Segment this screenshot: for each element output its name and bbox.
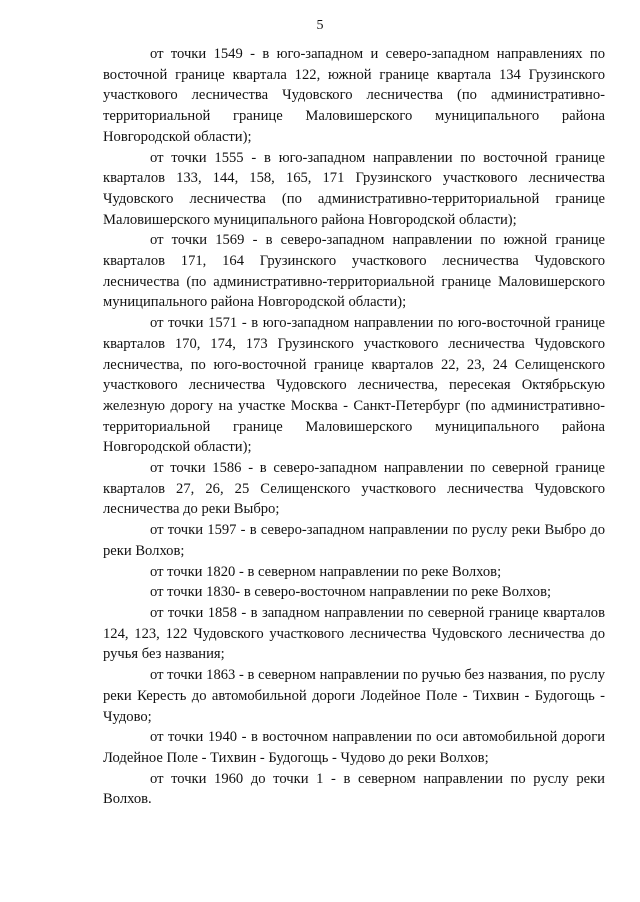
boundary-paragraph: от точки 1571 - в юго-западном направлении по юго-восточной границе кварталов 170, 174, 173 Грузинского участкового лесничества Чудовского лесничества, по юго-восточной границе кварталов 22, 23, 24 Селищенского участкового лесничества Чудовского лесничества, пересекая Октябрьскую железную дорогу на участке Москва - Санкт-Петербург (по административно-территориальной границе Маловишерского муниципального района Новгородской области); [103,315,605,456]
boundary-paragraph: от точки 1597 - в северо-западном направлении по руслу реки Выбро до реки Волхов; [103,522,605,559]
boundary-paragraph: от точки 1555 - в юго-западном направлении по восточной границе кварталов 133, 144, 158, 165, 171 Грузинского участкового лесничества Чудовского лесничества (по административно-территориальной границе Маловишерского муниципального района Новгородской области); [103,149,605,228]
boundary-paragraph: от точки 1586 - в северо-западном направлении по северной границе кварталов 27, 26, 25 Селищенского участкового лесничества Чудовского лесничества до реки Выбро; [103,460,605,518]
boundary-paragraph: от точки 1858 - в западном направлении по северной границе кварталов 124, 123, 122 Чудовского участкового лесничества Чудовского лесничества до ручья без названия; [103,604,605,663]
boundary-paragraph: от точки 1940 - в восточном направлении по оси автомобильной дороги Лодейное Поле - Тихвин - Будогощь - Чудово до реки Волхов; [103,729,605,766]
boundary-paragraph: от точки 1863 - в северном направлении по ручью без названия, по руслу реки Кересть до автомобильной дороги Лодейное Поле - Тихвин - Будогощь - Чудово; [103,667,605,725]
boundary-paragraph: от точки 1830- в северо-восточном направлении по реке Волхов; [150,584,552,601]
boundary-paragraph: от точки 1820 - в северном направлении по реке Волхов; [150,563,502,580]
boundary-paragraph: от точки 1960 до точки 1 - в северном направлении по руслу реки Волхов. [103,770,605,808]
boundary-paragraph: от точки 1569 - в северо-западном направлении по южной границе кварталов 171, 164 Грузинского участкового лесничества Чудовского лесничества (по административно-территориальной границе Маловишерского муниципального района Новгородской области); [103,232,605,311]
page-number: 5 [316,18,324,33]
boundary-paragraph: от точки 1549 - в юго-западном и северо-западном направлениях по восточной границе квартала 122, южной границе квартала 134 Грузинского участкового лесничества Чудовского лесничества (по административно-территориальной границе Маловишерского муниципального района Новгородской области); [103,46,605,145]
document-body [103,44,605,810]
